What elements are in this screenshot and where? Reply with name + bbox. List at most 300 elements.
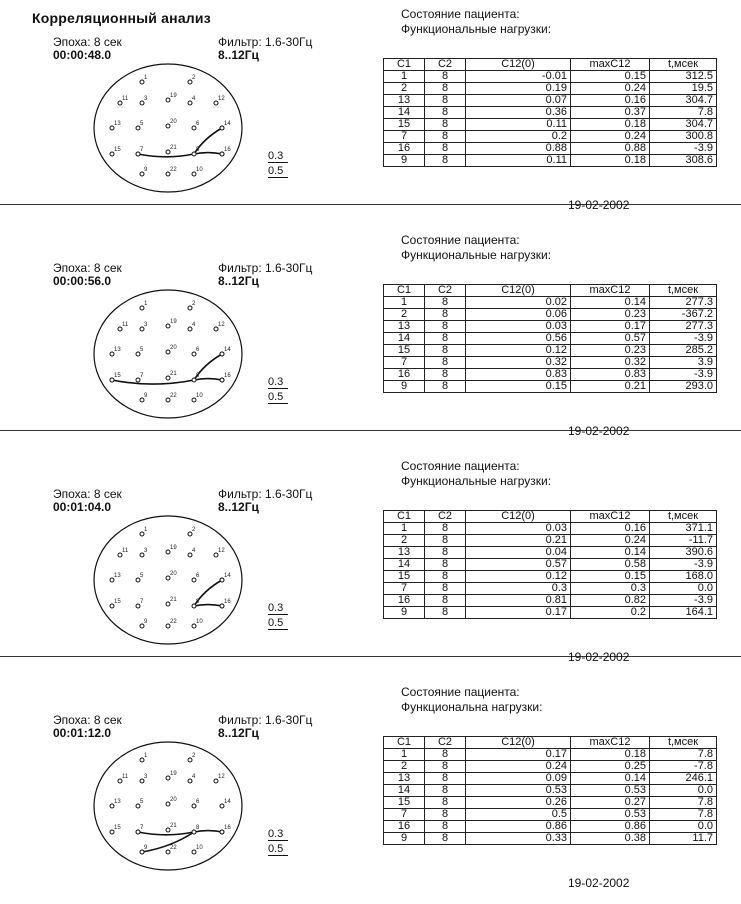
patient-info [401, 459, 551, 489]
epoch-label: Эпоха: 8 сек [53, 35, 122, 49]
electrode-number: 6 [196, 121, 200, 127]
table-row [384, 583, 717, 595]
table-cell: 0.14 [571, 773, 650, 785]
table-cell: 8 [425, 297, 466, 309]
frequency-band: 8..12Гц [218, 726, 259, 740]
table-cell: 9 [384, 833, 425, 845]
table-cell: 7 [384, 131, 425, 143]
table-cell: 8 [425, 559, 466, 571]
column-header: C2 [425, 59, 466, 71]
patient-info [401, 233, 551, 263]
table-cell: -0.01 [466, 71, 571, 83]
table-cell: 0.09 [466, 773, 571, 785]
table-cell: 164.1 [650, 607, 717, 619]
table-cell: 8 [425, 143, 466, 155]
table-cell: 0.53 [571, 785, 650, 797]
electrode-number: 2 [192, 527, 196, 533]
scale-threshold-high: 0.5 [268, 391, 288, 404]
electrode-number: 7 [140, 599, 144, 605]
table-cell: 14 [384, 107, 425, 119]
table-cell: 0.16 [571, 95, 650, 107]
electrode-number: 9 [144, 393, 148, 399]
table-cell: 0.0 [650, 583, 717, 595]
scale-threshold-high: 0.5 [268, 843, 288, 856]
table-cell: 8 [425, 547, 466, 559]
filter-label: Фильтр: 1.6-30Гц [218, 713, 313, 727]
table-cell: 8 [425, 797, 466, 809]
column-header: C2 [425, 737, 466, 749]
electrode-number: 4 [192, 96, 196, 102]
electrode-number: 6 [196, 799, 200, 805]
table-cell: 0.83 [571, 369, 650, 381]
table-cell: 16 [384, 143, 425, 155]
table-cell: 0.03 [466, 523, 571, 535]
table-cell: 8 [425, 571, 466, 583]
table-cell: 0.24 [571, 131, 650, 143]
table-cell: 8 [425, 583, 466, 595]
electrode-number: 13 [114, 121, 121, 127]
correlation-table [383, 510, 717, 619]
table-cell: 0.57 [466, 559, 571, 571]
table-cell: 7.8 [650, 809, 717, 821]
electrode-number: 1 [144, 75, 148, 81]
table-cell: 11.7 [650, 833, 717, 845]
table-cell: 0.24 [571, 83, 650, 95]
table-cell: 15 [384, 119, 425, 131]
table-cell: 0.0 [650, 821, 717, 833]
table-cell: -3.9 [650, 143, 717, 155]
table-row [384, 749, 717, 761]
electrode-number: 6 [196, 347, 200, 353]
table-cell: 0.32 [466, 357, 571, 369]
table-cell: 7 [384, 583, 425, 595]
correlation-table [383, 284, 717, 393]
frequency-band: 8..12Гц [218, 500, 259, 514]
table-cell: 8 [425, 369, 466, 381]
electrode-number: 12 [218, 774, 225, 780]
table-cell: 0.88 [571, 143, 650, 155]
table-cell: 0.19 [466, 83, 571, 95]
electrode-number: 19 [170, 771, 177, 777]
filter-info [218, 262, 312, 288]
table-cell: 0.18 [571, 749, 650, 761]
table-cell: -3.9 [650, 559, 717, 571]
table-cell: 8 [425, 131, 466, 143]
table-cell: 8 [425, 833, 466, 845]
table-row [384, 369, 717, 381]
filter-info [218, 36, 312, 62]
table-cell: 0.32 [571, 357, 650, 369]
table-cell: 0.18 [571, 155, 650, 167]
electrode-number: 20 [170, 345, 177, 351]
table-cell: 277.3 [650, 321, 717, 333]
electrode-number: 3 [144, 322, 148, 328]
table-cell: 304.7 [650, 95, 717, 107]
table-cell: 0.04 [466, 547, 571, 559]
electrode-number: 5 [140, 121, 144, 127]
electrode-number: 11 [122, 322, 129, 328]
table-cell: 0.15 [466, 381, 571, 393]
table-row [384, 131, 717, 143]
table-cell: 16 [384, 821, 425, 833]
table-row [384, 571, 717, 583]
electrode-number: 7 [140, 373, 144, 379]
table-cell: 8 [425, 773, 466, 785]
column-header: maxC12 [571, 737, 650, 749]
table-cell: 8 [425, 309, 466, 321]
table-cell: 9 [384, 381, 425, 393]
table-row [384, 761, 717, 773]
electrode-number: 21 [170, 597, 177, 603]
table-cell: 168.0 [650, 571, 717, 583]
electrode-number: 3 [144, 96, 148, 102]
electrode-number: 8 [196, 373, 200, 379]
table-cell: 0.2 [466, 131, 571, 143]
page-title: Корреляционный анализ [32, 10, 211, 26]
table-cell: 7.8 [650, 749, 717, 761]
table-cell: 8 [425, 83, 466, 95]
table-cell: -367.2 [650, 309, 717, 321]
table-cell: 0.17 [571, 321, 650, 333]
table-cell: 8 [425, 107, 466, 119]
table-row [384, 143, 717, 155]
table-row [384, 83, 717, 95]
analysis-section [0, 452, 741, 676]
table-row [384, 607, 717, 619]
electrode-number: 20 [170, 571, 177, 577]
table-cell: 0.11 [466, 155, 571, 167]
table-cell: 0.53 [571, 809, 650, 821]
table-cell: 0.17 [466, 607, 571, 619]
column-header: C1 [384, 511, 425, 523]
table-cell: 8 [425, 345, 466, 357]
table-cell: 2 [384, 83, 425, 95]
filter-label: Фильтр: 1.6-30Гц [218, 35, 313, 49]
electrode-number: 16 [224, 825, 231, 831]
table-cell: 293.0 [650, 381, 717, 393]
functional-loads-label: Функциональные нагрузки: [401, 248, 552, 262]
electrode-number: 13 [114, 799, 121, 805]
functional-loads-label: Функциональные нагрузки: [401, 22, 552, 36]
table-cell: 277.3 [650, 297, 717, 309]
table-cell: 0.88 [466, 143, 571, 155]
table-cell: 0.82 [571, 595, 650, 607]
column-header: t,мсек [650, 737, 717, 749]
analysis-section [0, 226, 741, 450]
table-cell: 308.6 [650, 155, 717, 167]
column-header: C2 [425, 285, 466, 297]
table-row [384, 833, 717, 845]
table-cell: 8 [425, 595, 466, 607]
patient-info [401, 685, 542, 715]
electrode-number: 1 [144, 527, 148, 533]
epoch-time: 00:01:12.0 [53, 726, 112, 740]
correlation-link [112, 380, 194, 384]
table-cell: 304.7 [650, 119, 717, 131]
electrode-number: 4 [192, 548, 196, 554]
electrode-number: 2 [192, 301, 196, 307]
electrode-number: 2 [192, 753, 196, 759]
table-cell: 0.12 [466, 345, 571, 357]
table-row [384, 381, 717, 393]
electrode-number: 22 [170, 619, 177, 625]
table-cell: 0.02 [466, 297, 571, 309]
column-header: C1 [384, 59, 425, 71]
electrode-number: 16 [224, 373, 231, 379]
table-cell: 0.06 [466, 309, 571, 321]
table-row [384, 95, 717, 107]
frequency-band: 8..12Гц [218, 48, 259, 62]
table-cell: 0.23 [571, 345, 650, 357]
electrode-number: 19 [170, 545, 177, 551]
table-cell: 312.5 [650, 71, 717, 83]
electrode-number: 13 [114, 347, 121, 353]
table-cell: 0.23 [571, 309, 650, 321]
electrode-number: 19 [170, 319, 177, 325]
table-cell: 13 [384, 95, 425, 107]
electrode-number: 3 [144, 774, 148, 780]
table-cell: 0.0 [650, 785, 717, 797]
electrode-number: 15 [114, 373, 121, 379]
electrode-number: 4 [192, 322, 196, 328]
table-cell: 0.53 [466, 785, 571, 797]
table-cell: 8 [425, 809, 466, 821]
table-cell: 0.15 [571, 71, 650, 83]
electrode-number: 10 [196, 845, 203, 851]
electrode-head-map [90, 512, 250, 648]
column-header: C1 [384, 737, 425, 749]
table-cell: 8 [425, 821, 466, 833]
electrode-number: 15 [114, 825, 121, 831]
section-date: 19-02-2002 [568, 876, 630, 890]
electrode-number: 6 [196, 573, 200, 579]
electrode-number: 8 [196, 147, 200, 153]
table-row [384, 345, 717, 357]
electrode-number: 21 [170, 371, 177, 377]
electrode-number: 20 [170, 797, 177, 803]
column-header: t,мсек [650, 59, 717, 71]
correlation-table [383, 58, 717, 167]
analysis-section [0, 678, 741, 902]
electrode-number: 5 [140, 347, 144, 353]
table-cell: 2 [384, 535, 425, 547]
table-cell: 14 [384, 785, 425, 797]
column-header: C1 [384, 285, 425, 297]
section-date: 19-02-2002 [568, 198, 630, 212]
table-cell: 0.16 [571, 523, 650, 535]
table-cell: 246.1 [650, 773, 717, 785]
table-cell: 1 [384, 749, 425, 761]
table-cell: 0.03 [466, 321, 571, 333]
table-cell: 14 [384, 333, 425, 345]
table-cell: 13 [384, 773, 425, 785]
table-row [384, 773, 717, 785]
table-cell: 0.18 [571, 119, 650, 131]
table-cell: 8 [425, 535, 466, 547]
electrode-number: 11 [122, 96, 129, 102]
electrode-number: 21 [170, 145, 177, 151]
table-row [384, 535, 717, 547]
electrode-head-map [90, 60, 250, 196]
section-date: 19-02-2002 [568, 650, 630, 664]
table-row [384, 321, 717, 333]
table-cell: 0.15 [571, 571, 650, 583]
electrode-number: 12 [218, 322, 225, 328]
table-cell: 0.21 [466, 535, 571, 547]
epoch-info [53, 36, 122, 62]
table-cell: 0.58 [571, 559, 650, 571]
table-row [384, 809, 717, 821]
table-cell: 0.86 [571, 821, 650, 833]
table-cell: 1 [384, 297, 425, 309]
table-row [384, 357, 717, 369]
table-cell: 0.21 [571, 381, 650, 393]
table-cell: 1 [384, 71, 425, 83]
table-cell: 8 [425, 155, 466, 167]
column-header: C12(0) [466, 285, 571, 297]
table-cell: 19.5 [650, 83, 717, 95]
column-header: t,мсек [650, 285, 717, 297]
table-row [384, 107, 717, 119]
electrode-number: 14 [224, 347, 231, 353]
electrode-head-map [90, 738, 250, 874]
patient-state-label: Состояние пациента: [401, 233, 520, 247]
table-cell: 0.33 [466, 833, 571, 845]
electrode-number: 15 [114, 599, 121, 605]
epoch-label: Эпоха: 8 сек [53, 261, 122, 275]
table-cell: 0.83 [466, 369, 571, 381]
epoch-time: 00:00:56.0 [53, 274, 112, 288]
electrode-number: 9 [144, 845, 148, 851]
table-cell: 2 [384, 761, 425, 773]
frequency-band: 8..12Гц [218, 274, 259, 288]
table-cell: 0.37 [571, 107, 650, 119]
epoch-info [53, 262, 122, 288]
table-row [384, 785, 717, 797]
epoch-info [53, 488, 122, 514]
table-cell: 15 [384, 797, 425, 809]
correlation-link [138, 154, 194, 157]
correlation-link [138, 832, 194, 835]
table-cell: 0.14 [571, 297, 650, 309]
filter-label: Фильтр: 1.6-30Гц [218, 261, 313, 275]
epoch-label: Эпоха: 8 сек [53, 487, 122, 501]
table-cell: 9 [384, 607, 425, 619]
table-cell: 0.81 [466, 595, 571, 607]
table-cell: 0.26 [466, 797, 571, 809]
section-date: 19-02-2002 [568, 424, 630, 438]
electrode-number: 14 [224, 573, 231, 579]
patient-info [401, 7, 551, 37]
table-cell: 390.6 [650, 547, 717, 559]
electrode-number: 7 [140, 147, 144, 153]
table-row [384, 797, 717, 809]
table-cell: 0.2 [571, 607, 650, 619]
scale-threshold-low: 0.3 [268, 602, 288, 615]
table-cell: 8 [425, 321, 466, 333]
table-cell: 2 [384, 309, 425, 321]
column-header: C12(0) [466, 59, 571, 71]
table-cell: 0.24 [571, 535, 650, 547]
table-cell: 0.07 [466, 95, 571, 107]
table-cell: 0.3 [466, 583, 571, 595]
electrode-number: 14 [224, 121, 231, 127]
table-cell: 8 [425, 607, 466, 619]
column-header: C2 [425, 511, 466, 523]
analysis-section [0, 0, 741, 224]
table-cell: 0.25 [571, 761, 650, 773]
column-header: maxC12 [571, 511, 650, 523]
table-row [384, 523, 717, 535]
table-cell: 0.56 [466, 333, 571, 345]
table-cell: -3.9 [650, 595, 717, 607]
scale-threshold-low: 0.3 [268, 150, 288, 163]
table-cell: 0.17 [466, 749, 571, 761]
electrode-number: 9 [144, 619, 148, 625]
column-header: C12(0) [466, 737, 571, 749]
table-row [384, 333, 717, 345]
electrode-number: 16 [224, 147, 231, 153]
electrode-number: 10 [196, 167, 203, 173]
column-header: t,мсек [650, 511, 717, 523]
table-cell: 0.57 [571, 333, 650, 345]
electrode-number: 4 [192, 774, 196, 780]
electrode-number: 13 [114, 573, 121, 579]
functional-loads-label: Функциональные нагрузки: [401, 474, 552, 488]
table-row [384, 547, 717, 559]
electrode-number: 11 [122, 774, 129, 780]
patient-state-label: Состояние пациента: [401, 685, 520, 699]
electrode-number: 5 [140, 799, 144, 805]
table-cell: 0.14 [571, 547, 650, 559]
table-cell: 7 [384, 809, 425, 821]
electrode-number: 12 [218, 548, 225, 554]
table-cell: 285.2 [650, 345, 717, 357]
table-row [384, 119, 717, 131]
table-cell: 8 [425, 95, 466, 107]
table-row [384, 821, 717, 833]
table-cell: 7.8 [650, 797, 717, 809]
table-row [384, 155, 717, 167]
table-cell: 0.36 [466, 107, 571, 119]
table-cell: 16 [384, 595, 425, 607]
table-row [384, 297, 717, 309]
electrode-number: 14 [224, 799, 231, 805]
electrode-number: 11 [122, 548, 129, 554]
table-cell: 8 [425, 749, 466, 761]
table-cell: 7.8 [650, 107, 717, 119]
table-cell: 16 [384, 369, 425, 381]
epoch-time: 00:00:48.0 [53, 48, 112, 62]
scale-threshold-high: 0.5 [268, 617, 288, 630]
filter-info [218, 488, 312, 514]
table-row [384, 595, 717, 607]
electrode-number: 1 [144, 753, 148, 759]
electrode-number: 8 [196, 825, 200, 831]
table-cell: 0.5 [466, 809, 571, 821]
table-row [384, 71, 717, 83]
electrode-number: 10 [196, 393, 203, 399]
table-cell: 14 [384, 559, 425, 571]
electrode-number: 10 [196, 619, 203, 625]
table-cell: 8 [425, 381, 466, 393]
epoch-time: 00:01:04.0 [53, 500, 112, 514]
table-cell: 15 [384, 345, 425, 357]
table-cell: 0.27 [571, 797, 650, 809]
table-cell: 371.1 [650, 523, 717, 535]
table-cell: 300.8 [650, 131, 717, 143]
table-cell: 0.12 [466, 571, 571, 583]
